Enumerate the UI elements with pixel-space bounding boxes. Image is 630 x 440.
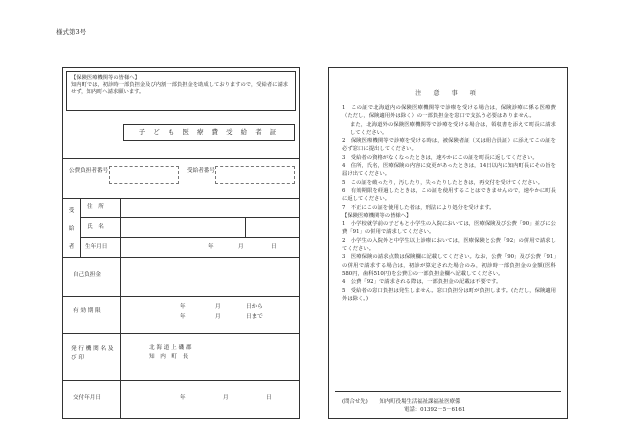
public-payer-number-field [109, 166, 179, 184]
section2-item-5: 5 受給者の窓口負担は発生しません。窓口負担分は町が負担します。(ただし，保険適用外は除く。) [342, 287, 556, 302]
contact-label: (問合せ先) [342, 399, 368, 405]
issue-year: 年 [180, 395, 186, 401]
valid-until-year: 年 [180, 314, 186, 320]
note-item-7: 7 不正にこの証を使用した者は，刑法により処分を受けます。 [342, 204, 495, 211]
dob-label: 生年月日 [85, 244, 108, 250]
divider [63, 158, 299, 159]
divider [245, 217, 246, 237]
divider [63, 257, 299, 258]
public-payer-number-label: 公費負担者番号 [69, 168, 109, 174]
notice-heading: 【保険医療機関等の皆様へ】 [71, 75, 140, 81]
validity-label: 有 効 期 限 [73, 308, 101, 314]
divider [80, 237, 299, 238]
section2-heading: 【保険医療機関等の皆様へ】 [342, 212, 412, 219]
note-item-2: 2 保険医療機関等で診療を受ける時は，被保険者証（又は組合員証）に添えてこの証を必ず窓口に提出してください。 [342, 138, 556, 153]
form-number: 様式第3号 [56, 28, 87, 36]
divider [120, 257, 121, 419]
divider [63, 296, 299, 297]
note-item-5: 5 この証を破ったり，汚したり，失ったりしたときは，再交付を受けてください。 [342, 179, 544, 186]
certificate-back [328, 67, 568, 419]
notice-body: 知内町では，初診時一部負担金及び内割一部負担金を助成しておりますので，受給者に請求せず，知内町へ請求願います。 [71, 82, 289, 95]
divider [80, 217, 299, 218]
certificate-front [62, 67, 300, 419]
dob-month: 月 [238, 244, 244, 250]
medical-institution-notice [66, 71, 296, 111]
valid-from-year: 年 [180, 304, 186, 310]
divider [80, 198, 81, 257]
section2-item-3: 3 医療保険の請求点数は保険欄に記載してください。なお，公費「90」及び公費「91」の併用で請求する場合は，初診が算定された場合のみ，初診時一部負担金の金額(医科580円，歯科510円)を公費①の一部負担金欄へ記載してください。 [342, 254, 556, 277]
note-item-1b: また，北海道外の保険医療機関等で診療を受ける場合は，領収書を添えて町長に請求してください。 [350, 121, 556, 136]
valid-until-month: 月 [215, 314, 221, 320]
recipient-label: 受給者 [68, 208, 75, 250]
note-item-1: 1 この証で北海道内の保険医療機関等で診療を受ける場合は，保険診療に係る医療費（ただし，保険適用外は除く）の一部負担金を窓口で支払う必要はありません。 [342, 105, 556, 120]
divider [335, 391, 561, 392]
divider [63, 198, 299, 199]
certificate-title: 子 ど も 医 療 費 受 給 者 証 [123, 124, 295, 141]
notes-body [342, 104, 556, 303]
issue-day: 日 [266, 395, 272, 401]
dob-day: 日 [271, 244, 277, 250]
section2-item-2: 2 小学生の入院外と中学生以上診療においては，医療保険と公費「92」の併用で請求してください。 [342, 237, 556, 253]
issue-month: 月 [223, 395, 229, 401]
section2-item-4: 4 公費「92」で請求される際は，一部負担金の記載は不要です。 [342, 279, 502, 286]
valid-from-month: 月 [215, 304, 221, 310]
contact-phone: 電話：01392－5－6161 [404, 407, 466, 413]
issue-date-label: 交付年月日 [73, 395, 101, 401]
self-pay-label: 自己負担金 [73, 272, 101, 278]
divider [63, 333, 299, 334]
dob-year: 年 [208, 244, 214, 250]
contact-info [342, 398, 465, 414]
address-label: 住 所 [87, 204, 104, 210]
recipient-number-label: 受給者番号 [187, 168, 215, 174]
issuer-line2: 知 内 町 長 [149, 354, 189, 360]
note-item-3: 3 受給者の資格がなくなったときは，速やかにこの証を町長に返してください。 [342, 154, 538, 161]
divider [120, 198, 121, 257]
note-item-6: 6 有効期限を経過したときは，この証を使用することはできませんので，速やかに町長に返してください。 [342, 187, 556, 203]
issuer-line1: 北 海 道 上 磯 郡 [149, 345, 192, 351]
section2-item-1: 1 小学校就学前の子どもと小学生の入院においては，医療保険及び公費「90」並びに公費「91」の併用で請求してください。 [342, 221, 556, 236]
divider [63, 380, 299, 381]
valid-until-day: 日まで [246, 314, 263, 320]
recipient-number-field [215, 166, 295, 184]
note-item-4: 4 住所，氏名，医療保険の内容に変更があったときは，14日以内に知内町長にその旨を届け出てください。 [342, 163, 556, 178]
valid-from-day: 日から [246, 304, 263, 310]
name-label: 氏 名 [87, 224, 104, 230]
notes-title: 注 意 事 項 [415, 90, 481, 97]
issuer-label: 発 行 機 関 名 及 び 印 [71, 346, 114, 361]
contact-org: 知内町役場生活福祉課福祉医療係 [379, 399, 461, 405]
